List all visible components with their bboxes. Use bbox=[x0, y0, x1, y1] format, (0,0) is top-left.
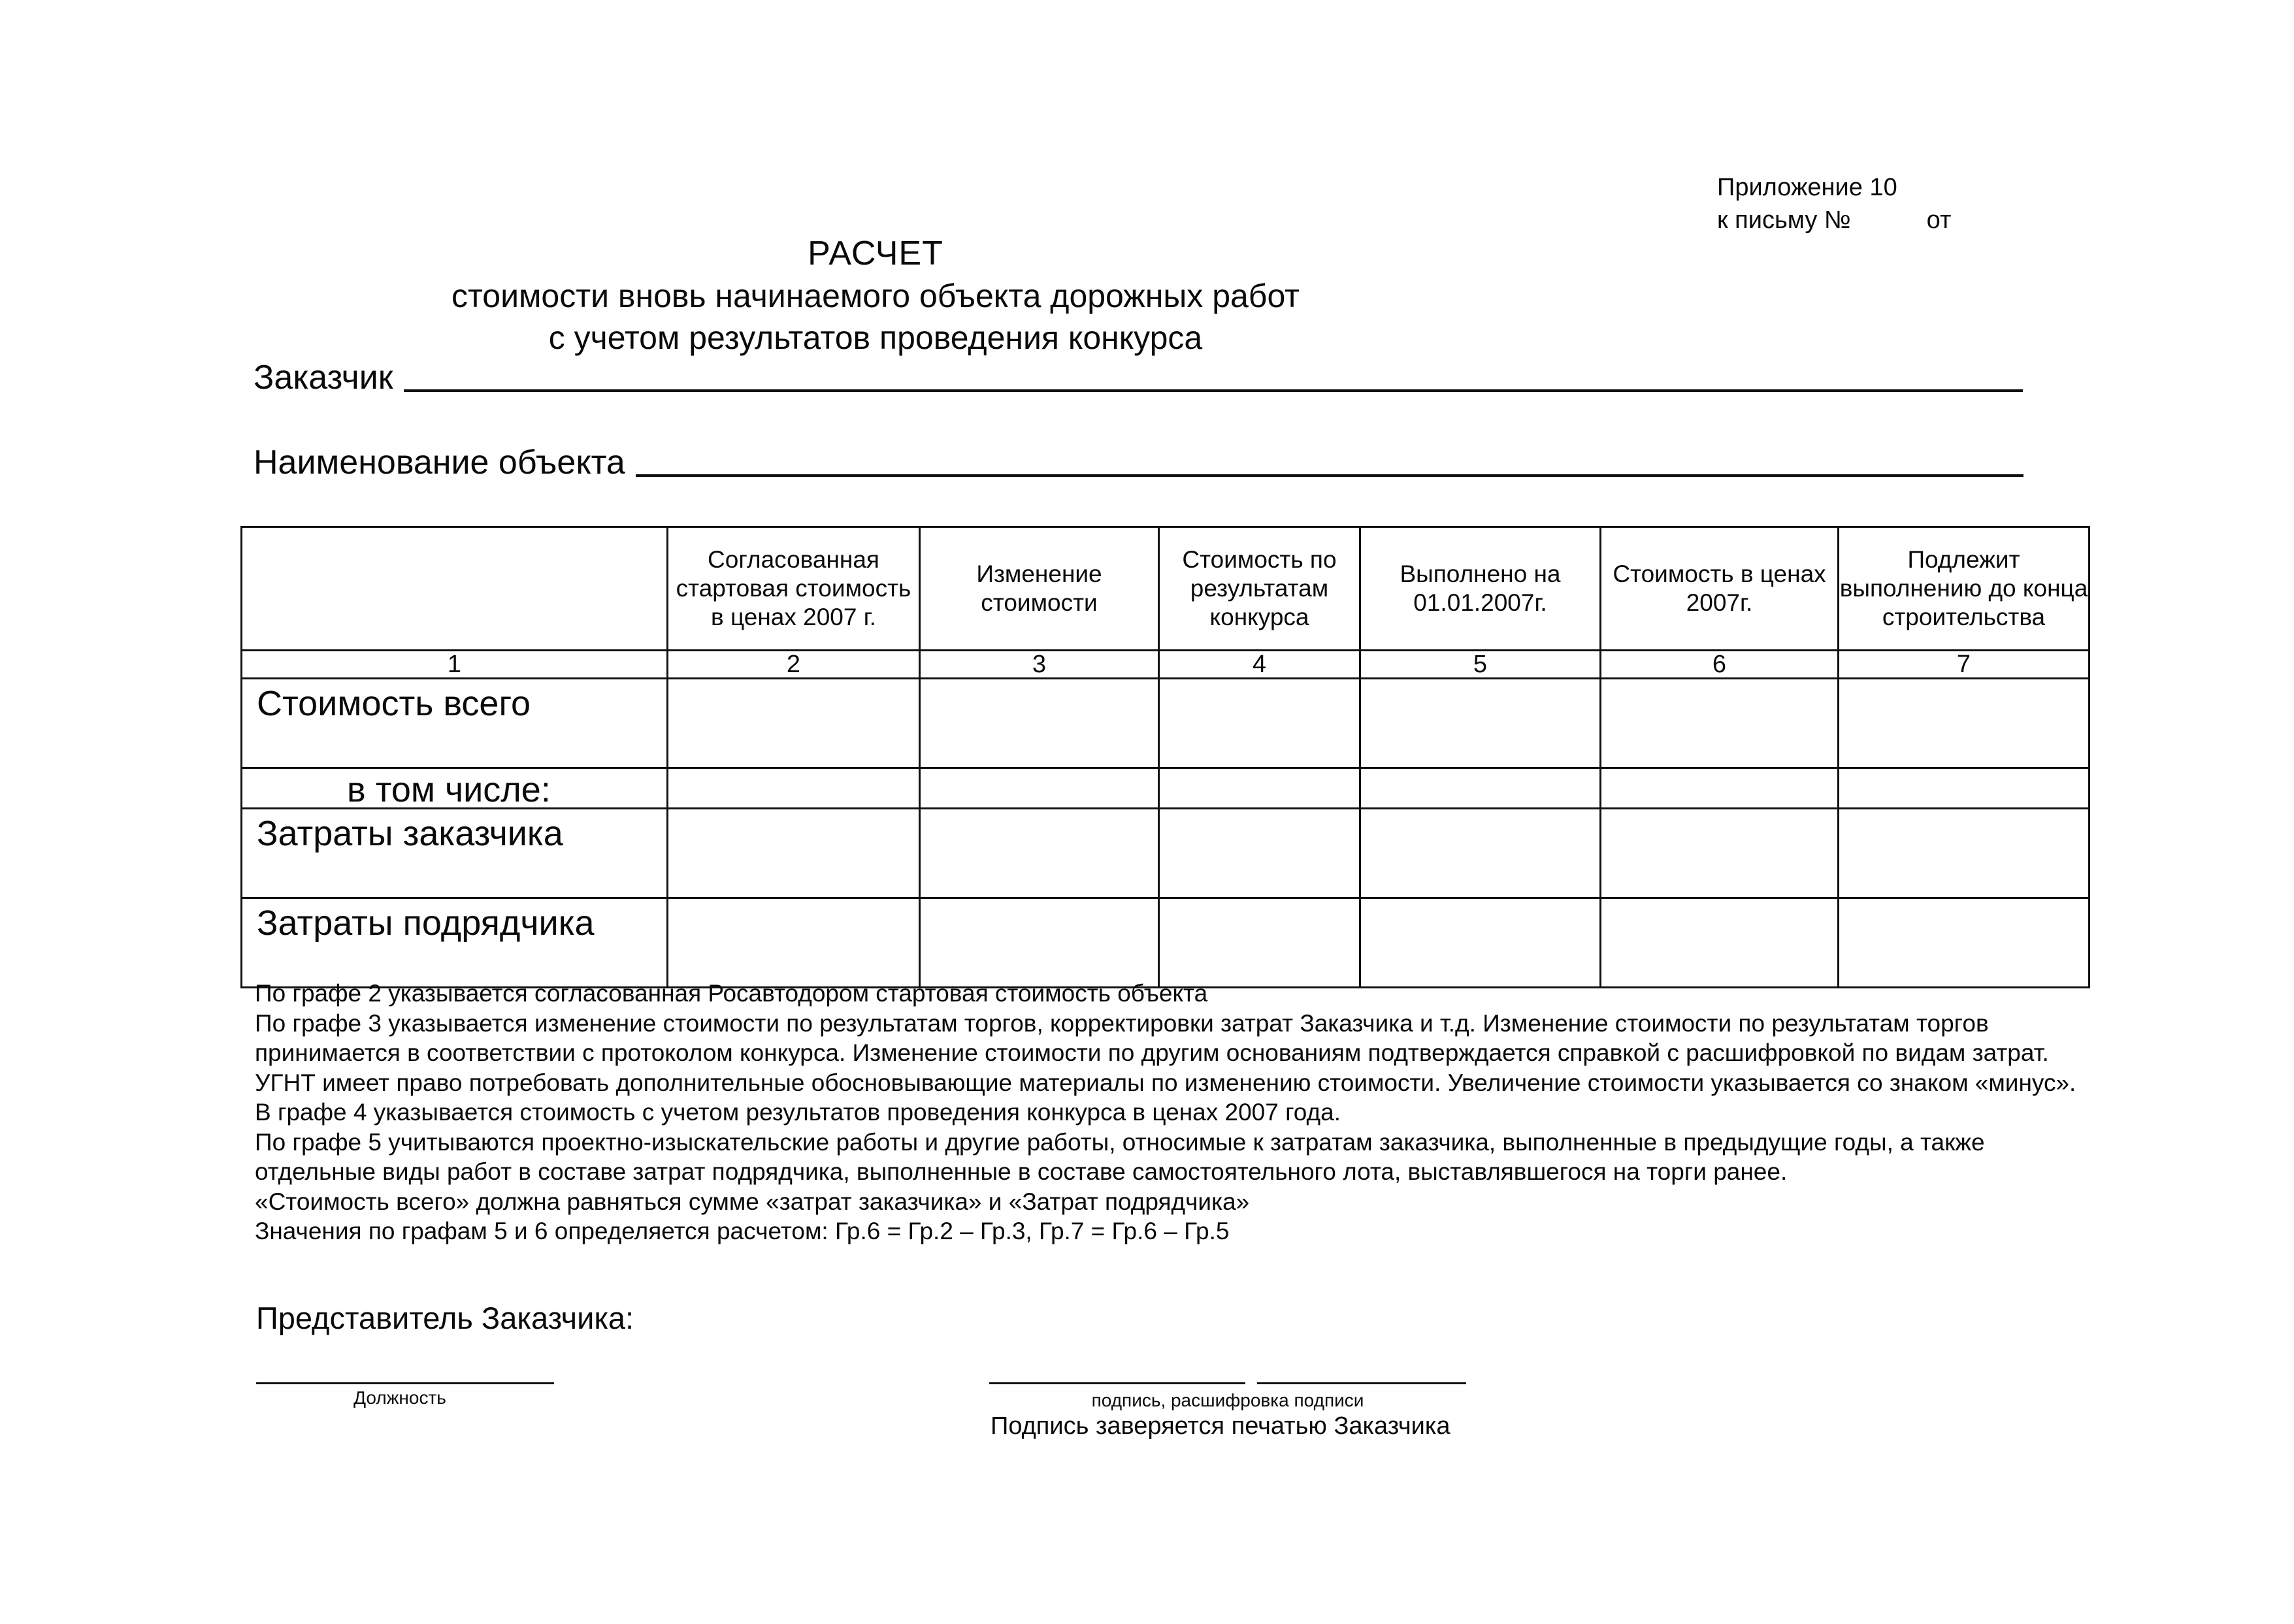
row-label-total: Стоимость всего bbox=[242, 679, 668, 768]
table-cell[interactable] bbox=[1159, 898, 1360, 988]
header-col-1 bbox=[242, 527, 668, 651]
table-cell[interactable] bbox=[1159, 679, 1360, 768]
row-label-including: в том числе: bbox=[242, 768, 668, 809]
table-cell[interactable] bbox=[668, 809, 920, 898]
table-row-total bbox=[242, 679, 2089, 768]
table-cell[interactable] bbox=[668, 898, 920, 988]
table-cell[interactable] bbox=[1360, 768, 1601, 809]
letter-reference bbox=[1717, 204, 1951, 236]
document-title bbox=[0, 232, 1751, 359]
appendix-reference bbox=[1717, 171, 1951, 236]
note-total: «Стоимость всего» должна равняться сумме «затрат заказчика» и «Затрат подрядчика» bbox=[255, 1188, 1250, 1215]
header-col-7: Подлежит выполнению до конца строительства bbox=[1839, 527, 2089, 651]
column-number-row bbox=[242, 651, 2089, 679]
table-cell[interactable] bbox=[1159, 768, 1360, 809]
representative-label: Представитель Заказчика: bbox=[256, 1301, 634, 1335]
table-cell[interactable] bbox=[1839, 679, 2089, 768]
table-row-contractor-costs bbox=[242, 898, 2089, 988]
header-col-4: Стоимость по результатам конкурса bbox=[1159, 527, 1360, 651]
appendix-number: Приложение 10 bbox=[1717, 174, 1897, 201]
calculation-table bbox=[240, 526, 2090, 988]
table-cell[interactable] bbox=[1601, 898, 1839, 988]
table-cell[interactable] bbox=[920, 679, 1159, 768]
table-cell[interactable] bbox=[1360, 679, 1601, 768]
table-header-row bbox=[242, 527, 2089, 651]
position-caption: Должность bbox=[353, 1388, 446, 1408]
table-cell[interactable] bbox=[1601, 679, 1839, 768]
header-col-2: Согласованная стартовая стоимость в ценах 2007 г. bbox=[668, 527, 920, 651]
title-main: РАСЧЕТ bbox=[808, 235, 943, 272]
table-cell[interactable] bbox=[920, 768, 1159, 809]
column-number: 3 bbox=[920, 651, 1159, 679]
customer-field bbox=[254, 358, 2023, 397]
table-cell[interactable] bbox=[1839, 898, 2089, 988]
table-cell[interactable] bbox=[1601, 768, 1839, 809]
table-cell[interactable] bbox=[1839, 809, 2089, 898]
instructions-notes bbox=[255, 979, 2084, 1246]
customer-input-line[interactable] bbox=[404, 389, 2023, 392]
signature-line-left[interactable] bbox=[989, 1382, 1245, 1384]
note-column-2: По графе 2 указывается согласованная Росавтодором стартовая стоимость объекта bbox=[255, 980, 1208, 1007]
table-cell[interactable] bbox=[1360, 809, 1601, 898]
table-cell[interactable] bbox=[1360, 898, 1601, 988]
object-name-label: Наименование объекта bbox=[254, 444, 625, 481]
note-column-3: По графе 3 указывается изменение стоимости по результатам торгов, корректировки затрат Заказчика и т.д. Изменение стоимости по результатам торгов принимается в соответствии с протоколом конкурса. Изменение стоимости по другим основаниям подтверждается справкой с расшифровкой по видам затрат. УГНТ имеет право потребовать дополнительные обосновывающие материалы по изменению стоимости. Увеличение стоимости указывается со знаком «минус». bbox=[255, 1009, 2076, 1096]
position-signature-line[interactable] bbox=[256, 1382, 554, 1384]
customer-label: Заказчик bbox=[254, 359, 393, 397]
table-cell[interactable] bbox=[1601, 809, 1839, 898]
title-subtitle-1: стоимости вновь начинаемого объекта дорожных работ bbox=[451, 278, 1300, 314]
column-number: 7 bbox=[1839, 651, 2089, 679]
letter-number-label: к письму № bbox=[1717, 206, 1851, 234]
row-label-contractor-costs: Затраты подрядчика bbox=[242, 898, 668, 988]
table-row-customer-costs bbox=[242, 809, 2089, 898]
object-name-input-line[interactable] bbox=[636, 474, 2024, 477]
title-subtitle-2: с учетом результатов проведения конкурса bbox=[548, 319, 1203, 356]
table-cell[interactable] bbox=[920, 809, 1159, 898]
table-cell[interactable] bbox=[1839, 768, 2089, 809]
row-label-customer-costs: Затраты заказчика bbox=[242, 809, 668, 898]
column-number: 6 bbox=[1601, 651, 1839, 679]
column-number: 5 bbox=[1360, 651, 1601, 679]
table-cell[interactable] bbox=[1159, 809, 1360, 898]
letter-date-label: от bbox=[1926, 206, 1952, 234]
table-cell[interactable] bbox=[920, 898, 1159, 988]
table-row-including bbox=[242, 768, 2089, 809]
signature-line-right[interactable] bbox=[1257, 1382, 1466, 1384]
signature-caption: подпись, расшифровка подписи bbox=[1091, 1390, 1364, 1410]
column-number: 2 bbox=[668, 651, 920, 679]
object-name-field bbox=[254, 443, 2024, 482]
note-formula: Значения по графам 5 и 6 определяется расчетом: Гр.6 = Гр.2 – Гр.3, Гр.7 = Гр.6 – Гр.5 bbox=[255, 1218, 1230, 1244]
stamp-note: Подпись заверяется печатью Заказчика bbox=[991, 1412, 1450, 1440]
note-column-5: По графе 5 учитываются проектно-изыскательские работы и другие работы, относимые к затратам заказчика, выполненные в предыдущие годы, а также отдельные виды работ в составе затрат подрядчика, выполненные в составе самостоятельного лота, выставлявшегося на торги ранее. bbox=[255, 1128, 1985, 1185]
column-number: 4 bbox=[1159, 651, 1360, 679]
header-col-6: Стоимость в ценах 2007г. bbox=[1601, 527, 1839, 651]
column-number: 1 bbox=[242, 651, 668, 679]
header-col-5: Выполнено на 01.01.2007г. bbox=[1360, 527, 1601, 651]
header-col-3: Изменение стоимости bbox=[920, 527, 1159, 651]
table-cell[interactable] bbox=[668, 679, 920, 768]
note-column-4: В графе 4 указывается стоимость с учетом результатов проведения конкурса в ценах 2007 года. bbox=[255, 1099, 1341, 1126]
table-cell[interactable] bbox=[668, 768, 920, 809]
